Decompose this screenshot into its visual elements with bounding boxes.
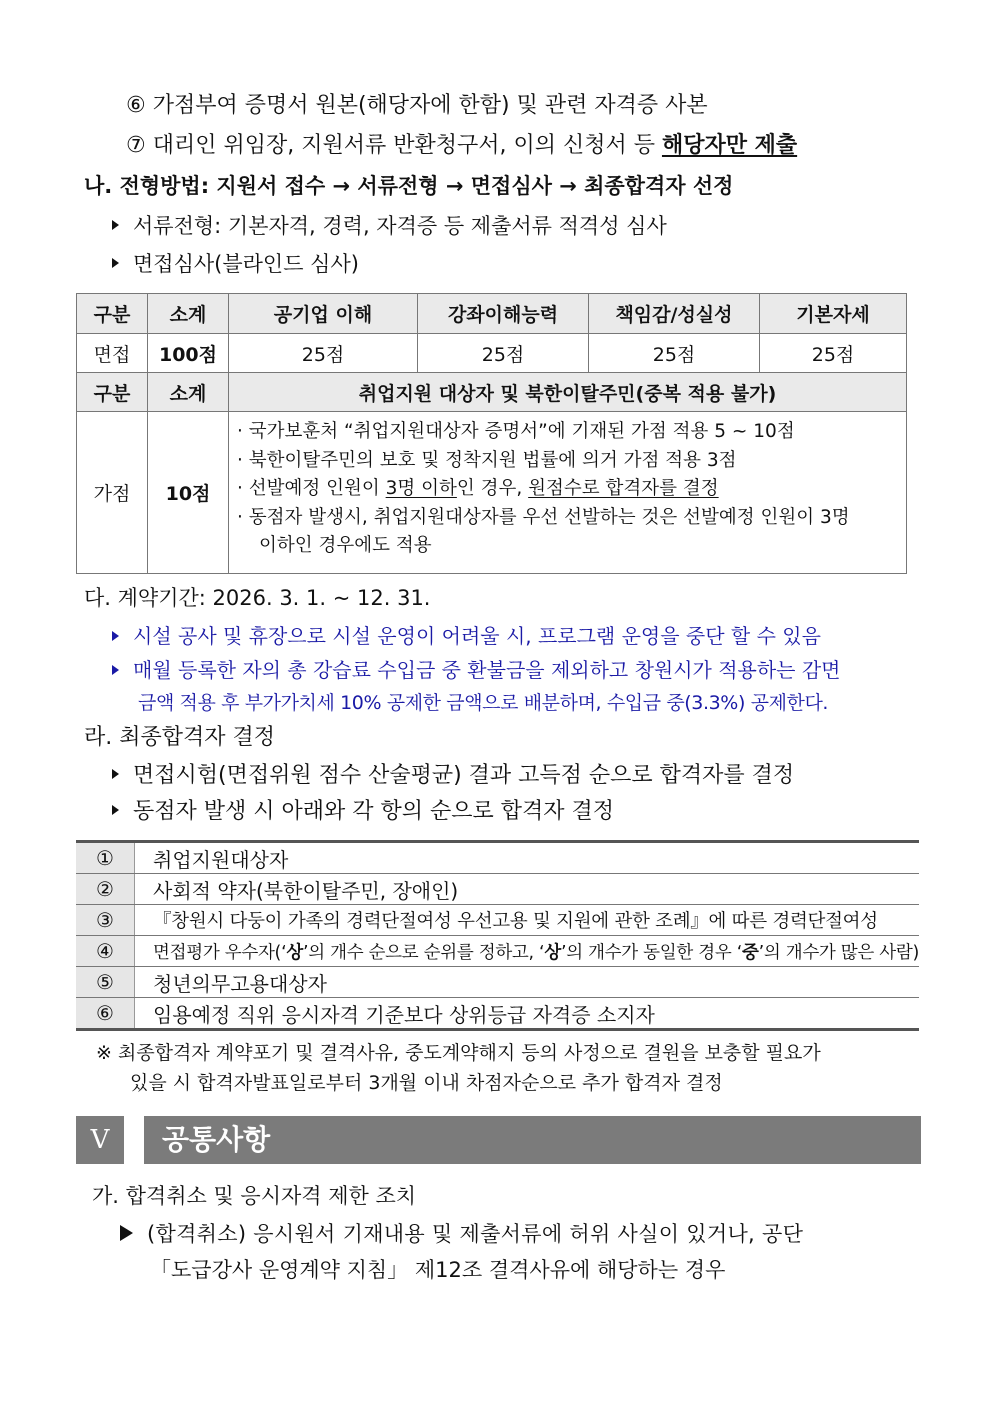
table-row xyxy=(76,936,919,967)
filled-triangle-icon xyxy=(120,1225,133,1241)
table-row xyxy=(76,967,919,998)
cell: 25점 xyxy=(418,334,589,373)
row-number: ⑤ xyxy=(76,967,135,998)
bonus-line: 이하인 경우에도 적용 xyxy=(259,535,432,556)
tiebreak-table xyxy=(76,840,919,1031)
bullet-text: 면접시험(면접위원 점수 산술평균) 결과 고득점 순으로 합격자를 결정 xyxy=(133,763,795,788)
row-number: ③ xyxy=(76,905,135,936)
section-da-bullet-2 xyxy=(112,654,841,683)
bold-text: 상 xyxy=(286,942,303,963)
section-ra-bullet-2 xyxy=(112,794,614,825)
bullet-text: 면접심사(블라인드 심사) xyxy=(133,252,359,276)
section-ra-bullet-1 xyxy=(112,758,794,789)
item-7-text: ⑦ 대리인 위임장, 지원서류 반환청구서, 이의 신청서 등 xyxy=(126,133,662,158)
row-number: ① xyxy=(76,842,135,874)
note-line-2: 있을 시 합격자발표일로부터 3개월 이내 차점자순으로 추가 합격자 결정 xyxy=(130,1072,723,1094)
bonus-line: · 동점자 발생시, 취업지원대상자를 우선 선발하는 것은 선발예정 인원이 3명 xyxy=(237,506,850,528)
cell: 공기업 이해 xyxy=(229,294,418,334)
section-da-bullet-2-cont: 금액 적용 후 부가가치세 10% 공제한 금액으로 배분하며, 수입금 중(3.3%) 공제한다. xyxy=(138,692,829,714)
bullet-text: 서류전형: 기본자격, 경력, 자격증 등 제출서류 적격성 심사 xyxy=(133,214,667,238)
triangle-bullet-icon xyxy=(112,769,119,779)
cell: 면접 xyxy=(77,334,148,373)
bonus-details xyxy=(229,412,907,574)
table-row xyxy=(76,998,919,1030)
cell: 기본자세 xyxy=(760,294,907,334)
row-number: ④ xyxy=(76,936,135,967)
bonus-table-header xyxy=(77,373,907,412)
cell: 소계 xyxy=(148,294,229,334)
table-row xyxy=(76,842,919,874)
cell: 취업지원 대상자 및 북한이탈주민(중복 적용 불가) xyxy=(229,373,907,412)
cell: 소계 xyxy=(148,373,229,412)
underlined-text: 3명 이하 xyxy=(385,478,457,499)
triangle-bullet-icon xyxy=(112,805,119,815)
section-da-bullet-1 xyxy=(112,620,821,649)
text: ’의 개수가 동일한 경우 ‘ xyxy=(560,942,742,963)
text: · 선발예정 인원이 xyxy=(237,478,386,499)
triangle-bullet-icon xyxy=(112,220,119,230)
row-text xyxy=(135,936,919,967)
cell: 구분 xyxy=(77,294,148,334)
item-7-emphasis: 해당자만 제출 xyxy=(661,133,798,158)
text: 면접평가 우수자(‘ xyxy=(153,942,287,963)
cell: 100점 xyxy=(148,334,229,373)
section-na-bullet-2 xyxy=(112,248,359,278)
cell: 가점 xyxy=(77,412,148,574)
item-7 xyxy=(126,128,797,159)
cell: 25점 xyxy=(229,334,418,373)
score-table xyxy=(76,293,907,574)
table-row xyxy=(76,874,919,905)
row-text: 청년의무고용대상자 xyxy=(135,967,919,998)
section-ra-title: 라. 최종합격자 결정 xyxy=(84,725,275,750)
row-number: ⑥ xyxy=(76,998,135,1030)
bonus-table-row xyxy=(77,412,907,574)
section-5-paragraph-2: 「도급강사 운영계약 지침」 제12조 결격사유에 해당하는 경우 xyxy=(150,1258,726,1282)
table-row xyxy=(76,905,919,936)
bullet-text: 시설 공사 및 휴장으로 시설 운영이 어려울 시, 프로그램 운영을 중단 할 수 있음 xyxy=(133,624,821,648)
section-na-title: 나. 전형방법: 지원서 접수 → 서류전형 → 면접심사 → 최종합격자 선정 xyxy=(84,174,734,198)
row-number: ② xyxy=(76,874,135,905)
section-5-paragraph-1 xyxy=(120,1218,803,1248)
score-table-row xyxy=(77,334,907,373)
score-table-header xyxy=(77,294,907,334)
section-title-bar: 공통사항 xyxy=(144,1116,921,1164)
bold-text: 상 xyxy=(544,942,561,963)
cell: 책임감/성실성 xyxy=(589,294,760,334)
item-6: ⑥ 가점부여 증명서 원본(해당자에 한함) 및 관련 자격증 사본 xyxy=(126,93,708,118)
section-da-title: 다. 계약기간: 2026. 3. 1. ~ 12. 31. xyxy=(84,586,431,610)
text: ’의 개수가 많은 사람) xyxy=(758,942,919,963)
cell: 10점 xyxy=(148,412,229,574)
text: ’의 개수 순으로 순위를 정하고, ‘ xyxy=(302,942,545,963)
triangle-bullet-icon xyxy=(112,258,119,268)
bold-text: 중 xyxy=(741,942,759,963)
cell: 구분 xyxy=(77,373,148,412)
underlined-text: 원점수로 합격자를 결정 xyxy=(528,478,719,499)
section-number-box: Ⅴ xyxy=(76,1116,124,1164)
row-text: 사회적 약자(북한이탈주민, 장애인) xyxy=(135,874,919,905)
row-text: 『창원시 다둥이 가족의 경력단절여성 우선고용 및 지원에 관한 조례』에 따른 경력단절여성 xyxy=(135,905,919,936)
bonus-line xyxy=(237,475,898,504)
bonus-line: · 북한이탈주민의 보호 및 정착지원 법률에 의거 가점 적용 3점 xyxy=(237,449,737,471)
bullet-text: 동점자 발생 시 아래와 각 항의 순으로 합격자 결정 xyxy=(133,799,614,824)
section-5-subtitle: 가. 합격취소 및 응시자격 제한 조치 xyxy=(92,1184,417,1208)
bonus-line: · 국가보훈처 “취업지원대상자 증명서”에 기재된 가점 적용 5 ~ 10점 xyxy=(237,421,795,442)
bullet-text: 매월 등록한 자의 총 강습료 수입금 중 환불금을 제외하고 창원시가 적용하는 감면 xyxy=(133,658,841,682)
triangle-bullet-icon xyxy=(112,665,119,675)
row-text: 임용예정 직위 응시자격 기준보다 상위등급 자격증 소지자 xyxy=(135,998,919,1030)
text: 인 경우, xyxy=(456,478,529,499)
triangle-bullet-icon xyxy=(112,631,119,641)
cell: 25점 xyxy=(760,334,907,373)
paragraph-text: (합격취소) 응시원서 기재내용 및 제출서류에 허위 사실이 있거나, 공단 xyxy=(147,1222,804,1246)
row-text: 취업지원대상자 xyxy=(135,842,919,874)
section-na-bullet-1 xyxy=(112,210,667,240)
note-line-1: ※ 최종합격자 계약포기 및 결격사유, 중도계약해지 등의 사정으로 결원을 보충할 필요가 xyxy=(96,1042,821,1064)
cell: 25점 xyxy=(589,334,760,373)
cell: 강좌이해능력 xyxy=(418,294,589,334)
